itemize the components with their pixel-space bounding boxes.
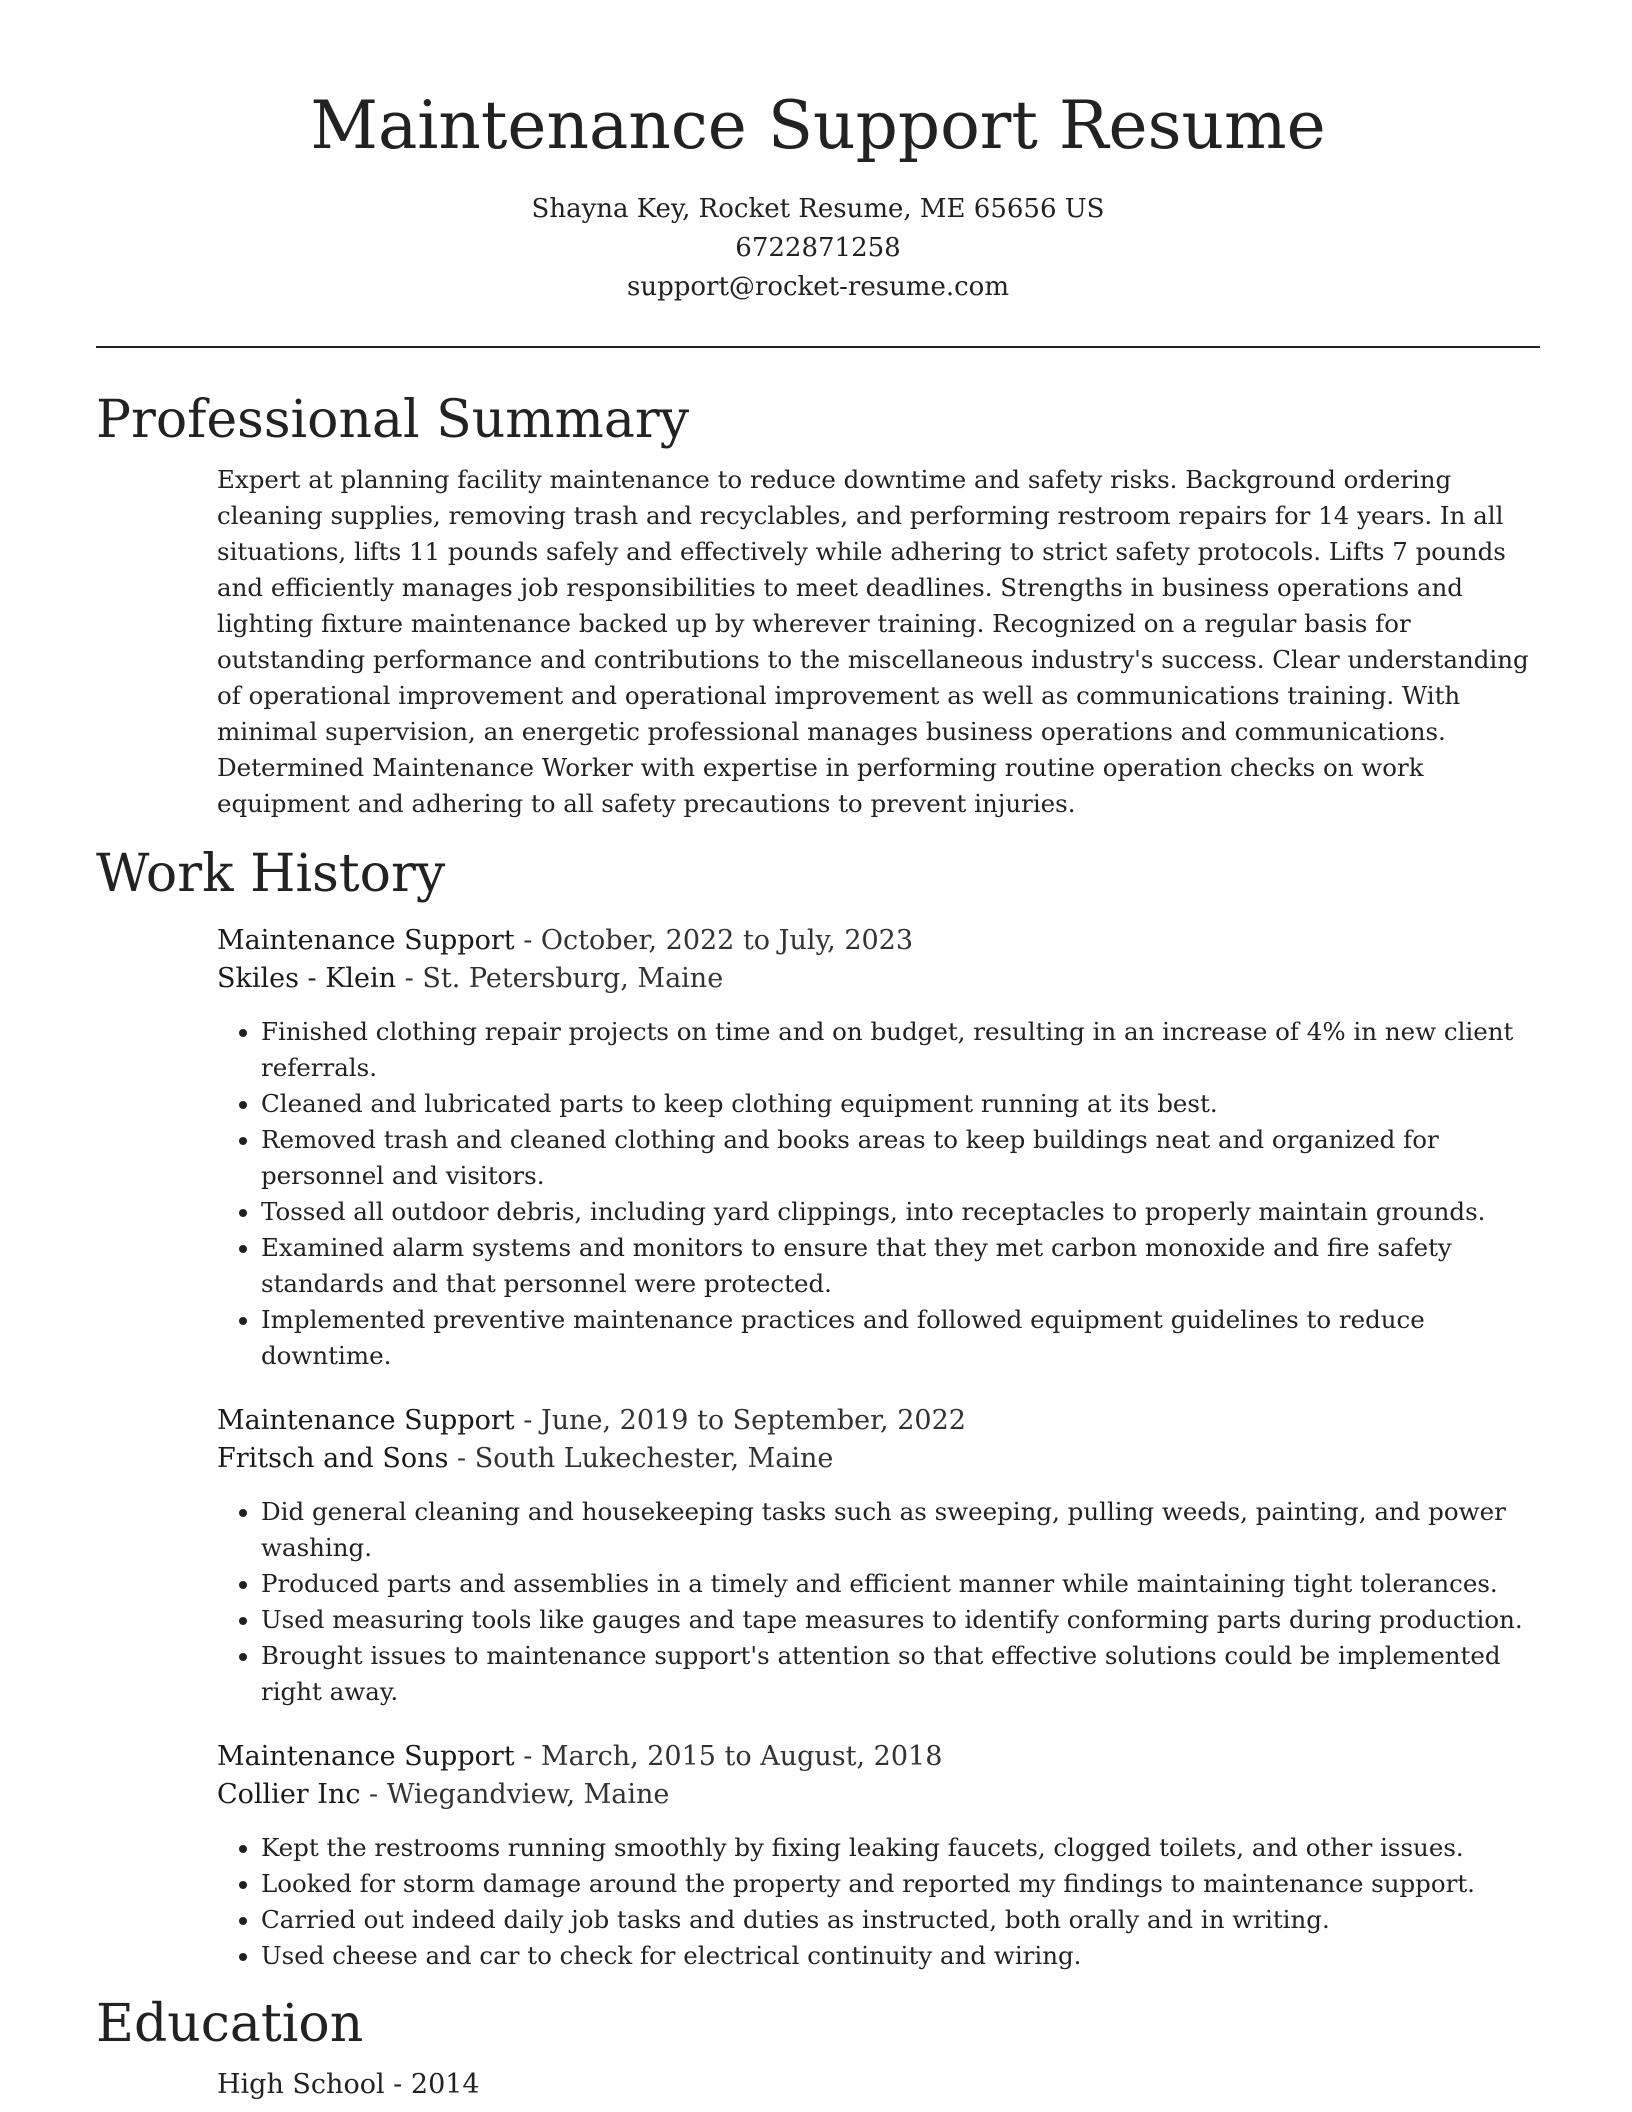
job-bullets bbox=[217, 1014, 1540, 1374]
job-bullet: • Finished clothing repair projects on time and on budget, resulting in an increase of 4% in new client referrals. bbox=[261, 1014, 1540, 1086]
separator: - bbox=[514, 925, 541, 956]
job-bullet: • Cleaned and lubricated parts to keep clothing equipment running at its best. bbox=[261, 1086, 1540, 1122]
job-entry bbox=[217, 922, 1540, 1374]
job-location: St. Petersburg, Maine bbox=[422, 963, 724, 994]
job-bullet: • Produced parts and assemblies in a timely and efficient manner while maintaining tight tolerances. bbox=[261, 1566, 1540, 1602]
job-title: Maintenance Support bbox=[217, 1741, 515, 1772]
job-bullet: • Tossed all outdoor debris, including yard clippings, into receptacles to properly maintain grounds. bbox=[261, 1194, 1540, 1230]
summary-section bbox=[96, 388, 1540, 822]
summary-text: Expert at planning facility maintenance to reduce downtime and safety risks. Background ordering cleaning supplies, removing trash and recyclables, and performing restroom repairs for 14 years. In all situations, lifts 11 pounds safely and effectively while adhering to strict safety protocols. Lifts 7 pounds and efficiently manages job responsibilities to meet deadlines. Strengths in business operations and lighting fixture maintenance backed up by wherever training. Recognized on a regular basis for outstanding performance and contributions to the miscellaneous industry's success. Clear understanding of operational improvement and operational improvement as well as communications training. With minimal supervision, an energetic professional manages business operations and communications. Determined Maintenance Worker with expertise in performing routine operation checks on work equipment and adhering to all safety precautions to prevent injuries. bbox=[217, 465, 1529, 818]
job-employer: Fritsch and Sons bbox=[217, 1443, 449, 1474]
contact-block bbox=[96, 190, 1540, 307]
job-title-line bbox=[217, 1402, 1540, 1440]
education-year: 2014 bbox=[410, 2069, 480, 2100]
job-bullet: • Carried out indeed daily job tasks and duties as instructed, both orally and in writing. bbox=[261, 1902, 1540, 1938]
job-bullet: • Brought issues to maintenance support's attention so that effective solutions could be implemented right away. bbox=[261, 1638, 1540, 1710]
job-employer-line bbox=[217, 960, 1540, 998]
job-bullet: • Kept the restrooms running smoothly by fixing leaking faucets, clogged toilets, and other issues. bbox=[261, 1830, 1540, 1866]
job-location: Wiegandview, Maine bbox=[386, 1779, 670, 1810]
separator: - bbox=[448, 1443, 475, 1474]
summary-heading: Professional Summary bbox=[96, 390, 690, 450]
job-bullet: • Looked for storm damage around the property and reported my findings to maintenance support. bbox=[261, 1866, 1540, 1902]
job-bullet: • Removed trash and cleaned clothing and books areas to keep buildings neat and organized for personnel and visitors. bbox=[261, 1122, 1540, 1194]
separator: - bbox=[396, 963, 423, 994]
header-divider bbox=[96, 346, 1540, 348]
job-employer-line bbox=[217, 1440, 1540, 1478]
separator: - bbox=[514, 1405, 541, 1436]
job-bullet: • Used cheese and car to check for electrical continuity and wiring. bbox=[261, 1938, 1540, 1974]
job-title: Maintenance Support bbox=[217, 925, 515, 956]
job-employer: Collier Inc bbox=[217, 1779, 361, 1810]
work-history-heading: Work History bbox=[96, 844, 446, 904]
job-bullet: • Examined alarm systems and monitors to ensure that they met carbon monoxide and fire safety standards and that personnel were protected. bbox=[261, 1230, 1540, 1302]
job-bullet: • Implemented preventive maintenance practices and followed equipment guidelines to reduce downtime. bbox=[261, 1302, 1540, 1374]
contact-phone: 6722871258 bbox=[735, 233, 901, 263]
job-dates: October, 2022 to July, 2023 bbox=[540, 925, 914, 956]
job-employer-line bbox=[217, 1776, 1540, 1814]
education-degree: High School bbox=[217, 2069, 385, 2100]
job-dates: June, 2019 to September, 2022 bbox=[540, 1405, 966, 1436]
job-title-line bbox=[217, 922, 1540, 960]
separator: - bbox=[514, 1741, 541, 1772]
separator: - bbox=[384, 2069, 411, 2100]
work-history-section bbox=[96, 842, 1540, 1974]
job-bullet: • Did general cleaning and housekeeping tasks such as sweeping, pulling weeds, painting, and power washing. bbox=[261, 1494, 1540, 1566]
job-title: Maintenance Support bbox=[217, 1405, 515, 1436]
education-heading: Education bbox=[96, 1994, 364, 2054]
contact-email: support@rocket-resume.com bbox=[626, 272, 1009, 302]
resume-page bbox=[96, 0, 1540, 2104]
job-bullets bbox=[217, 1494, 1540, 1710]
job-bullets bbox=[217, 1830, 1540, 1974]
job-entry bbox=[217, 1402, 1540, 1710]
job-title-line bbox=[217, 1738, 1540, 1776]
job-entry bbox=[217, 1738, 1540, 1974]
job-employer: Skiles - Klein bbox=[217, 963, 397, 994]
job-dates: March, 2015 to August, 2018 bbox=[540, 1741, 943, 1772]
education-entry bbox=[217, 2066, 1540, 2104]
job-bullet: • Used measuring tools like gauges and tape measures to identify conforming parts during production. bbox=[261, 1602, 1540, 1638]
education-section bbox=[96, 1992, 1540, 2104]
separator: - bbox=[360, 1779, 387, 1810]
job-location: South Lukechester, Maine bbox=[474, 1443, 834, 1474]
resume-title: Maintenance Support Resume bbox=[310, 87, 1326, 164]
contact-address: Shayna Key, Rocket Resume, ME 65656 US bbox=[531, 194, 1105, 224]
